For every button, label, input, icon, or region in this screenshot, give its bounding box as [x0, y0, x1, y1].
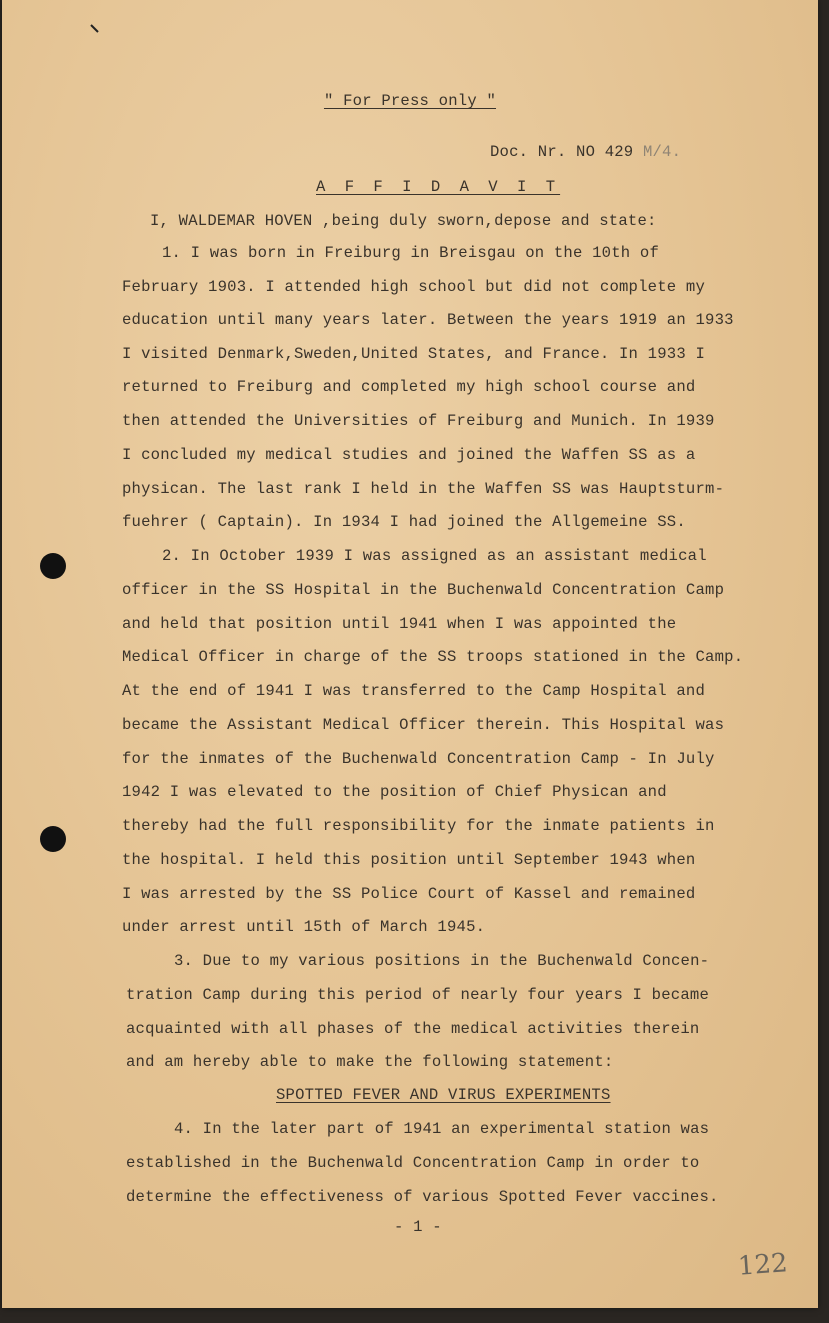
page-number: - 1 - — [394, 1218, 442, 1236]
body-line: 1. I was born in Freiburg in Breisgau on the 10th of — [162, 244, 660, 262]
punch-hole — [40, 826, 66, 852]
press-note: " For Press only " — [323, 92, 497, 110]
body-line: education until many years later. Between the years 1919 an 1933 — [122, 311, 734, 329]
body-line: determine the effectiveness of various Spotted Fever vaccines. — [126, 1188, 719, 1206]
handwritten-page-number: 122 — [737, 1248, 789, 1282]
body-line: physican. The last rank I held in the Waffen SS was Hauptsturm- — [122, 480, 725, 498]
body-line: thereby had the full responsibility for the inmate patients in — [122, 817, 715, 835]
body-line: officer in the SS Hospital in the Buchenwald Concentration Camp — [122, 581, 725, 599]
body-line: for the inmates of the Buchenwald Concentration Camp - In July — [122, 750, 715, 768]
body-line: and held that position until 1941 when I was appointed the — [122, 615, 677, 633]
body-line: fuehrer ( Captain). In 1934 I had joined the Allgemeine SS. — [122, 513, 686, 531]
body-line: Medical Officer in charge of the SS troops stationed in the Camp. — [122, 648, 744, 666]
doc-number-main: Doc. Nr. NO 429 — [490, 143, 634, 161]
body-line: I concluded my medical studies and joined the Waffen SS as a — [122, 446, 696, 464]
body-line: returned to Freiburg and completed my high school course and — [122, 378, 696, 396]
doc-number — [490, 143, 681, 161]
corner-mark-icon — [90, 24, 100, 34]
body-line: the hospital. I held this position until September 1943 when — [122, 851, 696, 869]
body-line: tration Camp during this period of nearly four years I became — [126, 986, 710, 1004]
body-line: and am hereby able to make the following statement: — [126, 1053, 614, 1071]
body-line: 4. In the later part of 1941 an experimental station was — [174, 1120, 710, 1138]
body-line: I, WALDEMAR HOVEN ,being duly sworn,depose and state: — [150, 212, 657, 230]
body-line: 1942 I was elevated to the position of Chief Physican and — [122, 783, 667, 801]
body-line: then attended the Universities of Freiburg and Munich. In 1939 — [122, 412, 715, 430]
section-heading: SPOTTED FEVER AND VIRUS EXPERIMENTS — [276, 1086, 611, 1104]
document-page — [2, 0, 818, 1308]
document-title: A F F I D A V I T — [316, 178, 561, 196]
body-line: became the Assistant Medical Officer therein. This Hospital was — [122, 716, 725, 734]
body-line: I visited Denmark,Sweden,United States, and France. In 1933 I — [122, 345, 706, 363]
body-line: I was arrested by the SS Police Court of Kassel and remained — [122, 885, 696, 903]
punch-hole — [40, 553, 66, 579]
doc-number-suffix: M/4. — [642, 143, 682, 161]
body-line: 2. In October 1939 I was assigned as an assistant medical — [162, 547, 707, 565]
body-line: acquainted with all phases of the medical activities therein — [126, 1020, 700, 1038]
body-line: At the end of 1941 I was transferred to the Camp Hospital and — [122, 682, 706, 700]
body-line: under arrest until 15th of March 1945. — [122, 918, 486, 936]
body-line: February 1903. I attended high school but did not complete my — [122, 278, 706, 296]
body-line: 3. Due to my various positions in the Buchenwald Concen- — [174, 952, 710, 970]
body-line: established in the Buchenwald Concentration Camp in order to — [126, 1154, 700, 1172]
